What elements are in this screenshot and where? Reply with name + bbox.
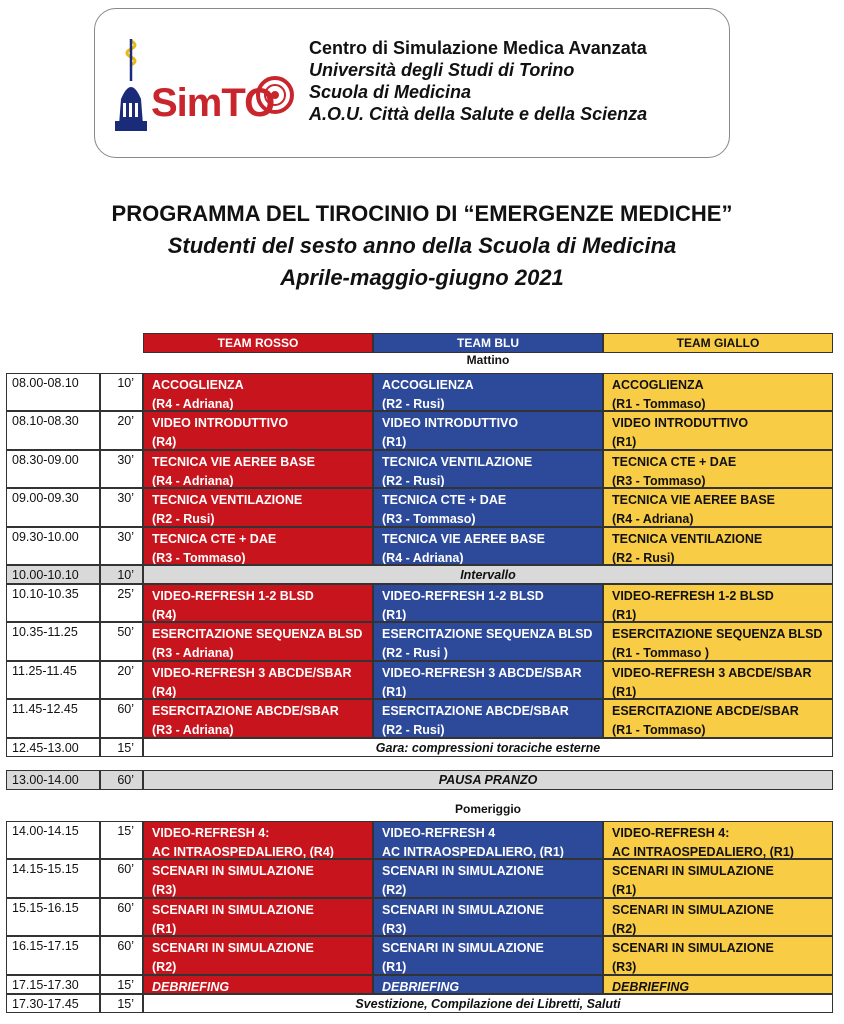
- duration-cell: 15’: [100, 738, 143, 757]
- duration-cell: 15’: [100, 821, 143, 859]
- activity-room: (R2 - Rusi ): [382, 646, 448, 660]
- activity-cell-red: [143, 821, 373, 859]
- activity-cell-yel: [603, 661, 833, 699]
- activity-cell-red: [143, 584, 373, 622]
- time-cell: 09.00-09.30: [6, 488, 100, 527]
- activity-cell-red: [143, 699, 373, 738]
- activity-room: (R2 - Rusi): [152, 512, 215, 526]
- activity-title: SCENARI IN SIMULAZIONE: [152, 941, 314, 955]
- activity-title: DEBRIEFING: [382, 980, 460, 994]
- activity-room: (R3 - Tommaso): [152, 551, 246, 565]
- activity-cell-blue: [373, 936, 603, 975]
- activity-room: (R4 - Adriana): [152, 474, 234, 488]
- activity-room: (R1): [612, 883, 637, 897]
- time-cell: 11.45-12.45: [6, 699, 100, 738]
- activity-room: (R1): [382, 685, 407, 699]
- activity-title: ACCOGLIENZA: [152, 378, 244, 392]
- activity-room: (R1): [382, 435, 407, 449]
- activity-title: SCENARI IN SIMULAZIONE: [382, 903, 544, 917]
- time-cell: 10.35-11.25: [6, 622, 100, 661]
- activity-title: ESERCITAZIONE ABCDE/SBAR: [382, 704, 569, 718]
- page-title: PROGRAMMA DEL TIROCINIO DI “EMERGENZE MEDICHE”: [111, 201, 733, 226]
- simto-logo: [109, 37, 299, 137]
- time-cell: 12.45-13.00: [6, 738, 100, 757]
- activity-title: DEBRIEFING: [152, 980, 230, 994]
- activity-room: (R1): [612, 608, 637, 622]
- activity-cell-yel: [603, 622, 833, 661]
- lunch-span-cell: PAUSA PRANZO: [143, 770, 833, 790]
- span-cell: Intervallo: [143, 565, 833, 584]
- activity-title: ESERCITAZIONE SEQUENZA BLSD: [382, 627, 593, 641]
- activity-room: (R2 - Rusi): [612, 551, 675, 565]
- activity-room: (R1 - Tommaso ): [612, 646, 709, 660]
- activity-room: (R2): [612, 922, 637, 936]
- activity-cell-yel: [603, 373, 833, 411]
- activity-title: VIDEO-REFRESH 3 ABCDE/SBAR: [382, 666, 582, 680]
- activity-cell-red: [143, 859, 373, 898]
- time-cell: 16.15-17.15: [6, 936, 100, 975]
- activity-title: SCENARI IN SIMULAZIONE: [612, 903, 774, 917]
- logo-text: SimTO: [151, 81, 275, 125]
- section-morning: Mattino: [466, 353, 510, 367]
- time-cell: 14.15-15.15: [6, 859, 100, 898]
- activity-title: TECNICA VENTILAZIONE: [612, 532, 763, 546]
- activity-title: VIDEO-REFRESH 1-2 BLSD: [612, 589, 774, 603]
- activity-title: TECNICA VIE AEREE BASE: [612, 493, 775, 507]
- activity-cell-blue: [373, 450, 603, 488]
- activity-title: TECNICA VIE AEREE BASE: [152, 455, 315, 469]
- activity-cell-red: [143, 527, 373, 565]
- activity-room: (R4 - Adriana): [382, 551, 464, 565]
- activity-cell-yel: [603, 699, 833, 738]
- team-header-blue: TEAM BLU: [373, 333, 603, 353]
- activity-title: TECNICA VIE AEREE BASE: [382, 532, 545, 546]
- activity-cell-yel: [603, 527, 833, 565]
- activity-room: (R4 - Adriana): [152, 397, 234, 411]
- duration-cell: 25’: [100, 584, 143, 622]
- activity-room: (R4): [152, 685, 177, 699]
- activity-title: VIDEO-REFRESH 3 ABCDE/SBAR: [152, 666, 352, 680]
- activity-room: (R1): [152, 922, 177, 936]
- activity-room: AC INTRAOSPEDALIERO, (R1): [612, 845, 794, 859]
- activity-room: (R3): [612, 960, 637, 974]
- lunch-duration-cell: 60’: [100, 770, 143, 790]
- institution-lines: [309, 37, 647, 125]
- duration-cell: 15’: [100, 994, 143, 1013]
- span-cell: Svestizione, Compilazione dei Libretti, Saluti: [143, 994, 833, 1013]
- activity-title: VIDEO-REFRESH 4:: [152, 826, 270, 840]
- time-cell: 17.15-17.30: [6, 975, 100, 994]
- activity-cell-yel: [603, 975, 833, 994]
- activity-cell-red: [143, 936, 373, 975]
- activity-room: AC INTRAOSPEDALIERO, (R4): [152, 845, 334, 859]
- time-cell: 09.30-10.00: [6, 527, 100, 565]
- time-cell: 08.30-09.00: [6, 450, 100, 488]
- activity-room: (R4): [152, 608, 177, 622]
- activity-title: VIDEO INTRODUTTIVO: [612, 416, 749, 430]
- activity-title: VIDEO-REFRESH 3 ABCDE/SBAR: [612, 666, 812, 680]
- activity-cell-yel: [603, 450, 833, 488]
- activity-title: SCENARI IN SIMULAZIONE: [152, 864, 314, 878]
- time-cell: 15.15-16.15: [6, 898, 100, 936]
- activity-room: (R1): [382, 608, 407, 622]
- activity-cell-blue: [373, 699, 603, 738]
- activity-room: (R3): [382, 922, 407, 936]
- activity-cell-yel: [603, 898, 833, 936]
- activity-cell-yel: [603, 936, 833, 975]
- activity-cell-red: [143, 622, 373, 661]
- activity-cell-blue: [373, 898, 603, 936]
- span-cell: Gara: compressioni toraciche esterne: [143, 738, 833, 757]
- activity-room: (R1): [612, 685, 637, 699]
- activity-cell-red: [143, 411, 373, 450]
- duration-cell: 30’: [100, 450, 143, 488]
- duration-cell: 30’: [100, 527, 143, 565]
- duration-cell: 20’: [100, 411, 143, 450]
- activity-room: (R3 - Tommaso): [612, 474, 706, 488]
- activity-title: TECNICA VENTILAZIONE: [382, 455, 533, 469]
- school-name: Scuola di Medicina: [309, 82, 472, 102]
- activity-title: ESERCITAZIONE ABCDE/SBAR: [612, 704, 799, 718]
- activity-room: (R3 - Tommaso): [382, 512, 476, 526]
- activity-title: TECNICA CTE + DAE: [382, 493, 507, 507]
- activity-room: (R4): [152, 435, 177, 449]
- activity-room: (R4 - Adriana): [612, 512, 694, 526]
- activity-cell-blue: [373, 527, 603, 565]
- activity-cell-blue: [373, 411, 603, 450]
- lunch-time-cell: 13.00-14.00: [6, 770, 100, 790]
- activity-room: (R1): [382, 960, 407, 974]
- activity-title: TECNICA CTE + DAE: [152, 532, 277, 546]
- duration-cell: 30’: [100, 488, 143, 527]
- activity-title: VIDEO-REFRESH 4: [382, 826, 496, 840]
- activity-title: ESERCITAZIONE ABCDE/SBAR: [152, 704, 339, 718]
- activity-title: VIDEO-REFRESH 1-2 BLSD: [382, 589, 544, 603]
- activity-room: (R3 - Adriana): [152, 646, 234, 660]
- duration-cell: 60’: [100, 699, 143, 738]
- page-title-block: [0, 198, 844, 294]
- activity-title: ACCOGLIENZA: [382, 378, 474, 392]
- team-header-yel: TEAM GIALLO: [603, 333, 833, 353]
- activity-cell-yel: [603, 821, 833, 859]
- page-subtitle: Studenti del sesto anno della Scuola di Medicina: [167, 233, 677, 258]
- activity-title: SCENARI IN SIMULAZIONE: [612, 864, 774, 878]
- time-cell: 14.00-14.15: [6, 821, 100, 859]
- activity-room: (R1 - Tommaso): [612, 397, 706, 411]
- activity-cell-red: [143, 373, 373, 411]
- activity-room: (R1): [612, 435, 637, 449]
- activity-title: ESERCITAZIONE SEQUENZA BLSD: [152, 627, 363, 641]
- activity-cell-yel: [603, 584, 833, 622]
- activity-cell-yel: [603, 859, 833, 898]
- institution-name: Centro di Simulazione Medica Avanzata: [309, 38, 647, 58]
- activity-title: SCENARI IN SIMULAZIONE: [612, 941, 774, 955]
- duration-cell: 20’: [100, 661, 143, 699]
- activity-title: SCENARI IN SIMULAZIONE: [152, 903, 314, 917]
- activity-room: (R3 - Adriana): [152, 723, 234, 737]
- activity-room: (R2 - Rusi): [382, 723, 445, 737]
- university-name: Università degli Studi di Torino: [309, 60, 575, 80]
- activity-cell-blue: [373, 661, 603, 699]
- activity-cell-blue: [373, 821, 603, 859]
- activity-cell-red: [143, 661, 373, 699]
- duration-cell: 50’: [100, 622, 143, 661]
- activity-room: (R1 - Tommaso): [612, 723, 706, 737]
- activity-cell-red: [143, 975, 373, 994]
- activity-room: (R3): [152, 883, 177, 897]
- activity-title: DEBRIEFING: [612, 980, 690, 994]
- activity-cell-blue: [373, 975, 603, 994]
- duration-cell: 60’: [100, 898, 143, 936]
- activity-cell-red: [143, 898, 373, 936]
- activity-room: (R2 - Rusi): [382, 397, 445, 411]
- time-cell: 17.30-17.45: [6, 994, 100, 1013]
- activity-title: ESERCITAZIONE SEQUENZA BLSD: [612, 627, 823, 641]
- activity-cell-red: [143, 450, 373, 488]
- activity-room: (R2): [382, 883, 407, 897]
- activity-title: TECNICA VENTILAZIONE: [152, 493, 303, 507]
- activity-room: AC INTRAOSPEDALIERO, (R1): [382, 845, 564, 859]
- activity-cell-yel: [603, 488, 833, 527]
- duration-cell: 60’: [100, 859, 143, 898]
- activity-cell-yel: [603, 411, 833, 450]
- time-cell: 11.25-11.45: [6, 661, 100, 699]
- hospital-name: A.O.U. Città della Salute e della Scienza: [309, 104, 648, 124]
- activity-cell-blue: [373, 622, 603, 661]
- header-card: [94, 8, 730, 158]
- activity-cell-blue: [373, 373, 603, 411]
- duration-cell: 10’: [100, 373, 143, 411]
- activity-title: VIDEO INTRODUTTIVO: [152, 416, 289, 430]
- activity-title: VIDEO-REFRESH 4:: [612, 826, 730, 840]
- activity-cell-red: [143, 488, 373, 527]
- time-cell: 08.00-08.10: [6, 373, 100, 411]
- activity-room: (R2 - Rusi): [382, 474, 445, 488]
- duration-cell: 60’: [100, 936, 143, 975]
- section-afternoon: Pomeriggio: [454, 802, 521, 816]
- time-cell: 08.10-08.30: [6, 411, 100, 450]
- activity-room: (R2): [152, 960, 177, 974]
- activity-title: SCENARI IN SIMULAZIONE: [382, 941, 544, 955]
- page-period: Aprile-maggio-giugno 2021: [280, 265, 564, 290]
- duration-cell: 10’: [100, 565, 143, 584]
- activity-title: TECNICA CTE + DAE: [612, 455, 737, 469]
- activity-cell-blue: [373, 584, 603, 622]
- time-cell: 10.10-10.35: [6, 584, 100, 622]
- activity-title: VIDEO-REFRESH 1-2 BLSD: [152, 589, 314, 603]
- duration-cell: 15’: [100, 975, 143, 994]
- team-header-red: TEAM ROSSO: [143, 333, 373, 353]
- activity-title: SCENARI IN SIMULAZIONE: [382, 864, 544, 878]
- activity-title: ACCOGLIENZA: [612, 378, 704, 392]
- activity-title: VIDEO INTRODUTTIVO: [382, 416, 519, 430]
- activity-cell-blue: [373, 488, 603, 527]
- activity-cell-blue: [373, 859, 603, 898]
- time-cell: 10.00-10.10: [6, 565, 100, 584]
